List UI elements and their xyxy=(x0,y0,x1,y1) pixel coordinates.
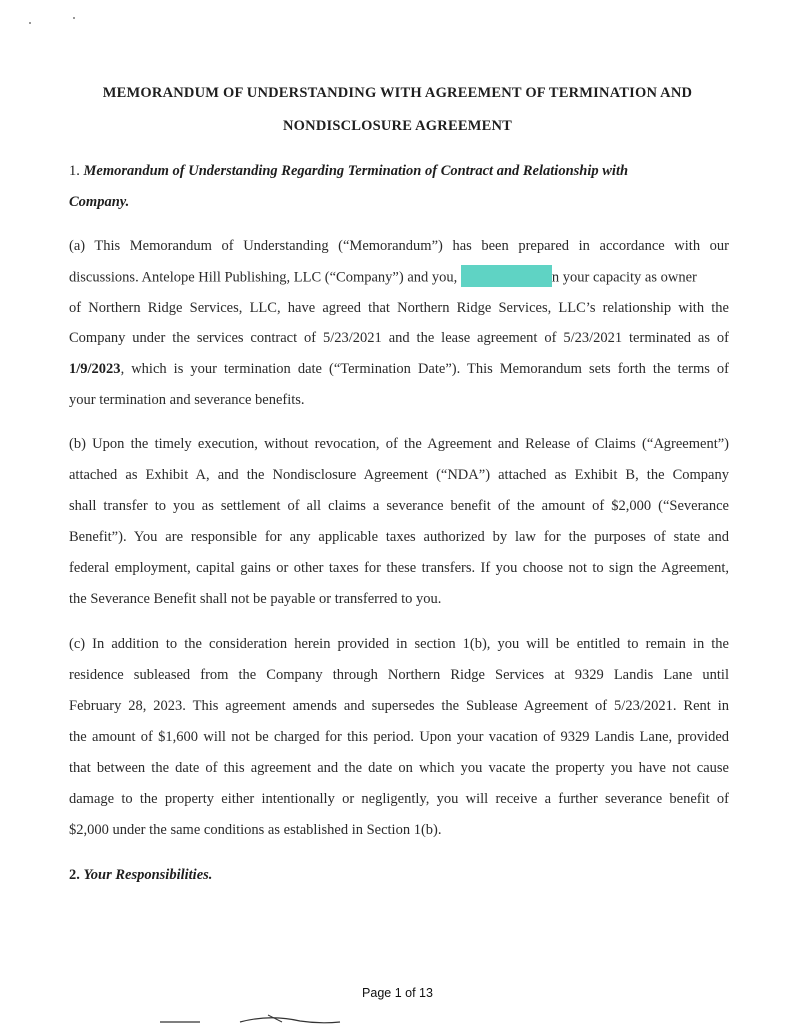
section-2-heading-text: Your Responsibilities. xyxy=(83,867,213,883)
section-1-heading-text-cont: Company. xyxy=(69,194,130,210)
page-number: Page 1 of 13 xyxy=(362,986,433,1000)
para-b-line-3: shall transfer to you as settlement of all claims a severance benefit of the amount of $2,000 (“Severance xyxy=(69,498,729,514)
para-c-line-1: (c) In addition to the consideration herein provided in section 1(b), you will be entitled to remain in the xyxy=(69,636,729,652)
para-c-line-4: the amount of $1,600 will not be charged for this period. Upon your vacation of 9329 Landis Lane, provided xyxy=(69,729,729,745)
para-a-line-5-rest: , which is your termination date (“Termination Date”). This Memorandum sets forth the terms of xyxy=(120,361,729,377)
para-b-line-5: federal employment, capital gains or other taxes for these transfers. If you choose not to sign the Agreement, xyxy=(69,560,729,576)
para-a-line-2-start: discussions. Antelope Hill Publishing, LLC (“Company”) and you, xyxy=(69,269,458,286)
para-a-line-6: your termination and severance benefits. xyxy=(69,392,305,408)
para-a-line-3: of Northern Ridge Services, LLC, have agreed that Northern Ridge Services, LLC’s relationship with the xyxy=(69,300,729,316)
signature-scribble xyxy=(160,1012,360,1024)
section-2-number: 2. xyxy=(69,867,80,883)
section-2-heading xyxy=(69,867,212,884)
scan-speck xyxy=(29,22,31,24)
para-a-line-2 xyxy=(69,267,729,289)
scan-speck xyxy=(73,17,75,19)
para-a-line-4: Company under the services contract of 5/23/2021 and the lease agreement of 5/23/2021 terminated as of xyxy=(69,330,729,346)
para-c-line-3: February 28, 2023. This agreement amends and supersedes the Sublease Agreement of 5/23/2021. Rent in xyxy=(69,698,729,714)
para-c-line-6: damage to the property either intentionally or negligently, you will receive a further severance benefit of xyxy=(69,791,729,807)
para-c-line-5: that between the date of this agreement and the date on which you vacate the property you have not cause xyxy=(69,760,729,776)
termination-date: 1/9/2023 xyxy=(69,361,121,377)
section-1-number: 1. xyxy=(69,163,80,179)
section-1-heading-text: Memorandum of Understanding Regarding Termination of Contract and Relationship with xyxy=(83,163,629,179)
para-a-line-1: (a) This Memorandum of Understanding (“Memorandum”) has been prepared in accordance with our xyxy=(69,238,729,254)
para-a-line-2-end: n your capacity as owner xyxy=(551,269,697,286)
para-a-line-5 xyxy=(69,361,729,378)
section-1-heading xyxy=(69,163,628,180)
document-title-line-2: NONDISCLOSURE AGREEMENT xyxy=(283,118,512,134)
redaction-box xyxy=(461,265,552,287)
para-c-line-2: residence subleased from the Company through Northern Ridge Services at 9329 Landis Lane until xyxy=(69,667,729,683)
para-b-line-2: attached as Exhibit A, and the Nondisclosure Agreement (“NDA”) attached as Exhibit B, the Company xyxy=(69,467,729,483)
para-b-line-4: Benefit”). You are responsible for any applicable taxes authorized by law for the purposes of state and xyxy=(69,529,729,545)
document-title-line-1: MEMORANDUM OF UNDERSTANDING WITH AGREEMENT OF TERMINATION AND xyxy=(102,85,693,101)
para-b-line-1: (b) Upon the timely execution, without revocation, of the Agreement and Release of Claims (“Agreement”) xyxy=(69,436,729,452)
section-1-heading-cont xyxy=(69,194,129,211)
para-c-line-7: $2,000 under the same conditions as established in Section 1(b). xyxy=(69,822,442,838)
para-b-line-6: the Severance Benefit shall not be payable or transferred to you. xyxy=(69,591,442,607)
